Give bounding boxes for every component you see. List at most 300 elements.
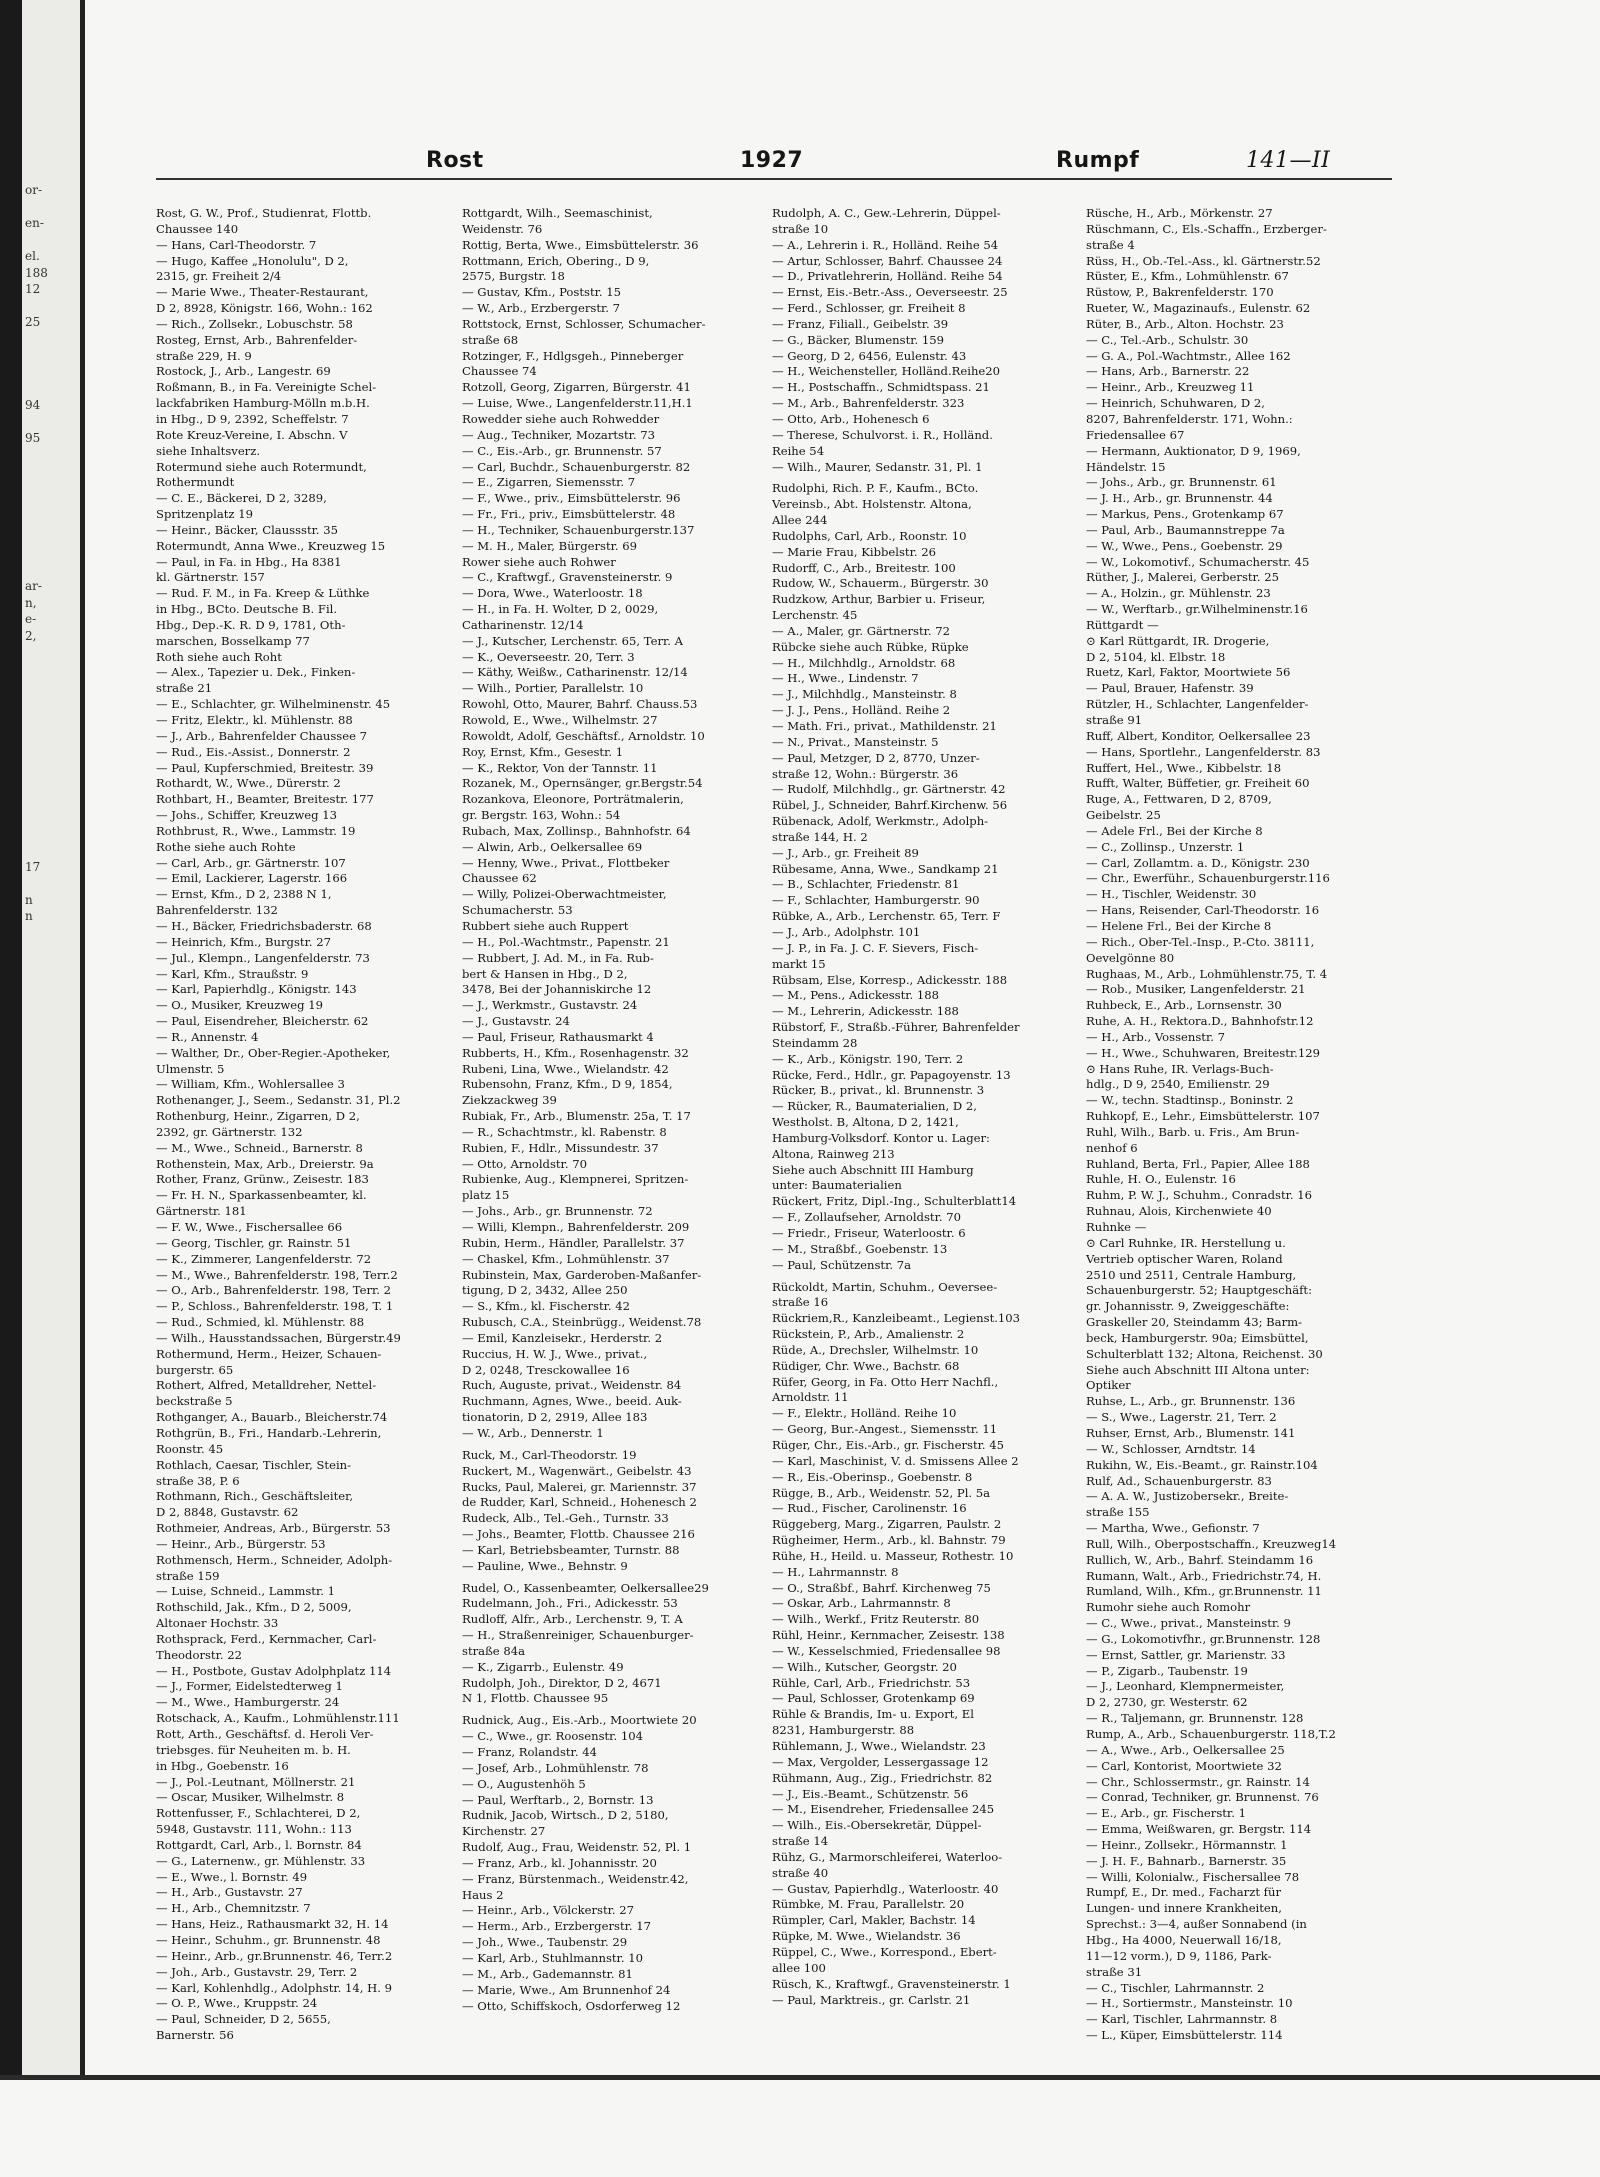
directory-entry-line: marschen, Bosselkamp 77 xyxy=(156,633,310,648)
directory-entry-line: — H., Techniker, Schauenburgerstr.137 xyxy=(462,522,695,537)
directory-entry-line: — Wilh., Portier, Parallelstr. 10 xyxy=(462,681,644,696)
directory-entry-line: Chaussee 74 xyxy=(462,364,537,379)
directory-entry-line: Chaussee 140 xyxy=(156,221,239,236)
directory-entry-line: Bahrenfelderstr. 132 xyxy=(156,903,278,918)
directory-entry-line: — R., Annenstr. 4 xyxy=(156,1029,259,1044)
directory-entry-line: 8207, Bahrenfelderstr. 171, Wohn.: xyxy=(1086,411,1293,426)
directory-entry-line: — F., Elektr., Holländ. Reihe 10 xyxy=(772,1406,957,1421)
directory-entry-line: Friedensallee 67 xyxy=(1086,427,1185,442)
directory-entry-line: — Adele Frl., Bei der Kirche 8 xyxy=(1086,823,1263,838)
directory-entry-line: — Paul, Marktreis., gr. Carlstr. 21 xyxy=(772,1992,971,2007)
directory-entry-line: — Karl, Papierhdlg., Königstr. 143 xyxy=(156,982,357,997)
directory-entry-line: — G. A., Pol.-Wachtmstr., Allee 162 xyxy=(1086,348,1291,363)
directory-entry-line: straße 144, H. 2 xyxy=(772,829,868,844)
directory-entry-line: — J. J., Pens., Holländ. Reihe 2 xyxy=(772,703,951,718)
directory-entry-line: — Joh., Arb., Gustavstr. 29, Terr. 2 xyxy=(156,1964,358,1979)
header-rule xyxy=(156,178,1392,180)
directory-entry-line: Rubienke, Aug., Klempnerei, Spritzen- xyxy=(462,1172,689,1187)
directory-entry-line: Rüter, B., Arb., Alton. Hochstr. 23 xyxy=(1086,316,1284,331)
directory-entry-line: 3478, Bei der Johanniskirche 12 xyxy=(462,982,652,997)
directory-entry-line: Roy, Ernst, Kfm., Gesestr. 1 xyxy=(462,744,624,759)
directory-entry-line: Rothe siehe auch Rohte xyxy=(156,839,296,854)
directory-entry-line: Rügge, B., Arb., Weidenstr. 52, Pl. 5a xyxy=(772,1485,991,1500)
directory-entry-line: — H., Pol.-Wachtmstr., Papenstr. 21 xyxy=(462,934,670,949)
directory-entry-line: — M. H., Maler, Bürgerstr. 69 xyxy=(462,538,638,553)
directory-entry-line: Rower siehe auch Rohwer xyxy=(462,554,616,569)
directory-entry-line: Rudnick, Aug., Eis.-Arb., Moortwiete 20 xyxy=(462,1713,697,1728)
directory-entry-line: Rother, Franz, Grünw., Zeisestr. 183 xyxy=(156,1172,369,1187)
directory-entry-line: Ruhe, A. H., Rektora.D., Bahnhofstr.12 xyxy=(1086,1014,1314,1029)
directory-entry-line: Steindamm 28 xyxy=(772,1035,858,1050)
directory-entry-line: — Hans, Sportlehr., Langenfelderstr. 83 xyxy=(1086,744,1321,759)
directory-entry-line: Rothmensch, Herm., Schneider, Adolph- xyxy=(156,1552,393,1567)
directory-entry-line: ⊙ Karl Rüttgardt, IR. Drogerie, xyxy=(1086,633,1270,648)
directory-entry-line: — Franz, Filiall., Geibelstr. 39 xyxy=(772,316,949,331)
directory-entry-line: — Conrad, Techniker, gr. Brunnenst. 76 xyxy=(1086,1790,1319,1805)
directory-entry-line: Rüde, A., Drechsler, Wilhelmstr. 10 xyxy=(772,1342,979,1357)
directory-entry-line: — W., Arb., Erzbergerstr. 7 xyxy=(462,301,621,316)
directory-entry-line: Rügheimer, Herm., Arb., kl. Bahnstr. 79 xyxy=(772,1533,1006,1548)
directory-entry-line: Rubberts, H., Kfm., Rosenhagenstr. 32 xyxy=(462,1045,689,1060)
directory-entry-line: 8231, Hamburgerstr. 88 xyxy=(772,1723,915,1738)
directory-entry-line: Ruhl, Wilh., Barb. u. Fris., Am Brun- xyxy=(1086,1124,1300,1139)
directory-entry-line: — Hugo, Kaffee „Honolulu", D 2, xyxy=(156,253,349,268)
directory-entry-line: — Heinr., Arb., Kreuzweg 11 xyxy=(1086,380,1255,395)
directory-entry-line: — Heinrich, Schuhwaren, D 2, xyxy=(1086,396,1265,411)
directory-entry-line: Rothermundt xyxy=(156,475,235,490)
column-2 xyxy=(462,206,758,2014)
directory-entry-line: Reihe 54 xyxy=(772,443,825,458)
directory-entry-line: Rubin, Herm., Händler, Parallelstr. 37 xyxy=(462,1235,685,1250)
directory-entry-line: Rughaas, M., Arb., Lohmühlenstr.75, T. 4 xyxy=(1086,966,1328,981)
directory-entry-line: in Hbg., BCto. Deutsche B. Fil. xyxy=(156,602,338,617)
directory-entry-line: Catharinenstr. 12/14 xyxy=(462,617,584,632)
directory-entry-line: — Otto, Arnoldstr. 70 xyxy=(462,1156,587,1171)
directory-entry-line: — Käthy, Weißw., Catharinenstr. 12/14 xyxy=(462,665,688,680)
directory-entry-line: — J., Milchhdlg., Mansteinstr. 8 xyxy=(772,687,957,702)
directory-entry-line: — Paul, Schlosser, Grotenkamp 69 xyxy=(772,1691,975,1706)
directory-entry-line: straße 10 xyxy=(772,221,829,236)
directory-entry-line: — Paul, Eisendreher, Bleicherstr. 62 xyxy=(156,1014,369,1029)
directory-entry-line: Rübcke siehe auch Rübke, Rüpke xyxy=(772,639,969,654)
directory-entry-line: Rothbrust, R., Wwe., Lammstr. 19 xyxy=(156,823,356,838)
directory-entry-line: triebsges. für Neuheiten m. b. H. xyxy=(156,1742,351,1757)
directory-entry-line: — S., Kfm., kl. Fischerstr. 42 xyxy=(462,1299,631,1314)
directory-entry-line: Rowedder siehe auch Rohwedder xyxy=(462,411,660,426)
directory-entry-line: Siehe auch Abschnitt III Altona unter: xyxy=(1086,1362,1310,1377)
directory-entry-line: straße 14 xyxy=(772,1834,829,1849)
directory-entry-line: — M., Wwe., Hamburgerstr. 24 xyxy=(156,1695,340,1710)
directory-entry-line: Rüschmann, C., Els.-Schaffn., Erzberger- xyxy=(1086,221,1327,236)
directory-entry-line: Rüger, Chr., Eis.-Arb., gr. Fischerstr. 45 xyxy=(772,1437,1005,1452)
directory-entry-line: — C., Wwe., gr. Roosenstr. 104 xyxy=(462,1729,643,1744)
directory-entry-line: — Wilh., Hausstandssachen, Bürgerstr.49 xyxy=(156,1330,401,1345)
directory-entry-line: Rübesame, Anna, Wwe., Sandkamp 21 xyxy=(772,861,999,876)
directory-entry-line: — Chaskel, Kfm., Lohmühlenstr. 37 xyxy=(462,1251,670,1266)
directory-entry-line: — K., Oeverseestr. 20, Terr. 3 xyxy=(462,649,635,664)
directory-entry-line: Hbg., Ha 4000, Neuerwall 16/18, xyxy=(1086,1932,1282,1947)
directory-entry-line: — J., Arb., Adolphstr. 101 xyxy=(772,924,921,939)
directory-entry-line: markt 15 xyxy=(772,956,826,971)
directory-entry-line: straße 38, P. 6 xyxy=(156,1473,240,1488)
directory-entry-line: — R., Eis.-Oberinsp., Goebenstr. 8 xyxy=(772,1469,973,1484)
directory-entry-line: — H., Arb., Chemnitzstr. 7 xyxy=(156,1901,311,1916)
directory-entry-line: — Ernst, Sattler, gr. Marienstr. 33 xyxy=(1086,1647,1286,1662)
directory-entry-line: — L., Küper, Eimsbüttelerstr. 114 xyxy=(1086,2028,1283,2043)
directory-entry-line: — R., Schachtmstr., kl. Rabenstr. 8 xyxy=(462,1124,667,1139)
directory-entry-line: Graskeller 20, Steindamm 43; Barm- xyxy=(1086,1315,1303,1330)
directory-entry-line: 11—12 vorm.), D 9, 1186, Park- xyxy=(1086,1948,1272,1963)
directory-entry-line: Roth siehe auch Roht xyxy=(156,649,282,664)
directory-entry-line: Ruccius, H. W. J., Wwe., privat., xyxy=(462,1346,648,1361)
directory-entry-line: — Emma, Weißwaren, gr. Bergstr. 114 xyxy=(1086,1822,1312,1837)
directory-entry-line: — G., Laternenw., gr. Mühlenstr. 33 xyxy=(156,1853,366,1868)
directory-entry-line: — Paul, Brauer, Hafenstr. 39 xyxy=(1086,681,1254,696)
directory-entry-line: — H., Postschaffn., Schmidtspass. 21 xyxy=(772,380,990,395)
directory-entry-line: Rudorff, C., Arb., Breitestr. 100 xyxy=(772,560,956,575)
directory-entry-line: straße 68 xyxy=(462,332,519,347)
directory-entry-line: — E., Zigarren, Siemensstr. 7 xyxy=(462,475,636,490)
directory-entry-line: Rothsprack, Ferd., Kernmacher, Carl- xyxy=(156,1631,377,1646)
directory-entry-line: Rull, Wilh., Oberpostschaffn., Kreuzweg14 xyxy=(1086,1536,1337,1551)
directory-entry-line: — O., Straßbf., Bahrf. Kirchenweg 75 xyxy=(772,1580,991,1595)
directory-entry-line: — Karl, Kohlenhdlg., Adolphstr. 14, H. 9 xyxy=(156,1980,392,1995)
directory-entry-line: — Ferd., Schlosser, gr. Freiheit 8 xyxy=(772,301,966,316)
directory-entry-line: Ruhnke — xyxy=(1086,1220,1147,1234)
directory-entry-line: Rothenburg, Heinr., Zigarren, D 2, xyxy=(156,1109,360,1124)
directory-entry-line: straße 31 xyxy=(1086,1964,1143,1979)
directory-entry-line: — C., Zollinsp., Unzerstr. 1 xyxy=(1086,839,1245,854)
directory-entry-line: Ruhkopf, E., Lehr., Eimsbüttelerstr. 107 xyxy=(1086,1109,1320,1124)
directory-entry-line: — Marie Wwe., Theater-Restaurant, xyxy=(156,285,369,300)
directory-entry-line: Rumpf, E., Dr. med., Facharzt für xyxy=(1086,1885,1281,1900)
directory-entry-line: — Rud. F. M., in Fa. Kreep & Lüthke xyxy=(156,586,370,601)
column-4 xyxy=(1086,206,1382,2044)
directory-entry-line: Rüggeberg, Marg., Zigarren, Paulstr. 2 xyxy=(772,1517,1002,1532)
directory-entry-line: gr. Johannisstr. 9, Zweiggeschäfte: xyxy=(1086,1299,1290,1314)
directory-entry-line: — W., techn. Stadtinsp., Boninstr. 2 xyxy=(1086,1093,1294,1108)
directory-entry-line: Rothenanger, J., Seem., Sedanstr. 31, Pl.2 xyxy=(156,1093,401,1108)
directory-entry-line: — Rud., Fischer, Carolinenstr. 16 xyxy=(772,1501,967,1516)
directory-entry-line: — G., Bäcker, Blumenstr. 159 xyxy=(772,332,945,347)
directory-entry-line: — Wilh., Werkf., Fritz Reuterstr. 80 xyxy=(772,1612,980,1627)
directory-entry-line: — C. E., Bäckerei, D 2, 3289, xyxy=(156,491,327,506)
directory-entry-line: — F. W., Wwe., Fischersallee 66 xyxy=(156,1220,343,1234)
directory-entry-line: — O., Augustenhöh 5 xyxy=(462,1776,586,1791)
directory-entry-line: straße 229, H. 9 xyxy=(156,348,252,363)
directory-entry-line: Rottmann, Erich, Obering., D 9, xyxy=(462,253,650,268)
directory-entry-line: Rubinstein, Max, Garderoben-Maßanfer- xyxy=(462,1267,702,1282)
directory-entry-line: Rüppel, C., Wwe., Korrespond., Ebert- xyxy=(772,1944,997,1959)
directory-entry-line: — Hans, Arb., Barnerstr. 22 xyxy=(1086,364,1250,379)
directory-entry-line: Ruhser, Ernst, Arb., Blumenstr. 141 xyxy=(1086,1425,1296,1440)
directory-entry-line: — Rudolf, Milchhdlg., gr. Gärtnerstr. 42 xyxy=(772,782,1006,797)
directory-entry-line: Rümpler, Carl, Makler, Bachstr. 14 xyxy=(772,1913,976,1928)
directory-entry-line: — Luise, Wwe., Langenfelderstr.11,H.1 xyxy=(462,396,693,411)
directory-entry-line: Ulmenstr. 5 xyxy=(156,1061,225,1076)
directory-entry-line: Optiker xyxy=(1086,1378,1131,1393)
directory-entry-line: — H., Milchhdlg., Arnoldstr. 68 xyxy=(772,655,956,670)
directory-entry-line: kl. Gärtnerstr. 157 xyxy=(156,570,265,585)
directory-entry-line: — Rud., Eis.-Assist., Donnerstr. 2 xyxy=(156,744,351,759)
directory-entry-line: — R., Taljemann, gr. Brunnenstr. 128 xyxy=(1086,1711,1304,1726)
directory-entry-line: — Willy, Polizei-Oberwachtmeister, xyxy=(462,887,667,902)
directory-entry-line: — M., Lehrerin, Adickesstr. 188 xyxy=(772,1004,959,1019)
directory-entry-line: Rotermund siehe auch Rotermundt, xyxy=(156,459,367,474)
directory-entry-line: — Pauline, Wwe., Behnstr. 9 xyxy=(462,1558,628,1573)
directory-entry-line: — Rob., Musiker, Langenfelderstr. 21 xyxy=(1086,982,1306,997)
directory-entry-line: — Luise, Schneid., Lammstr. 1 xyxy=(156,1584,335,1599)
directory-entry-line: D 2, 2730, gr. Westerstr. 62 xyxy=(1086,1695,1248,1710)
directory-entry-line: — J., Pol.-Leutnant, Möllnerstr. 21 xyxy=(156,1774,356,1789)
directory-entry-line: — O. P., Wwe., Kruppstr. 24 xyxy=(156,1996,318,2011)
directory-entry-line: — Otto, Arb., Hohenesch 6 xyxy=(772,411,930,426)
directory-entry-line: — Willi, Kolonialw., Fischersallee 78 xyxy=(1086,1869,1300,1884)
directory-entry-line: Rudolph, Joh., Direktor, D 2, 4671 xyxy=(462,1675,662,1690)
book-spine xyxy=(0,0,22,2080)
directory-entry-line: Ruetz, Karl, Faktor, Moortwiete 56 xyxy=(1086,665,1291,680)
directory-entry-line: — F., Schlachter, Hamburgerstr. 90 xyxy=(772,893,980,908)
directory-entry-line: Rübsam, Else, Korresp., Adickesstr. 188 xyxy=(772,972,1008,987)
directory-entry-line: — F., Zollaufseher, Arnoldstr. 70 xyxy=(772,1210,961,1225)
directory-entry-line: — Johs., Schiffer, Kreuzweg 13 xyxy=(156,808,338,823)
page-number: 141—II xyxy=(1246,148,1331,173)
directory-entry-line: D 2, 5104, kl. Elbstr. 18 xyxy=(1086,649,1226,664)
directory-entry-line: — Karl, Tischler, Lahrmannstr. 8 xyxy=(1086,2012,1278,2027)
directory-entry-line: platz 15 xyxy=(462,1188,510,1203)
directory-entry-line: Rühle & Brandis, Im- u. Export, El xyxy=(772,1707,974,1722)
directory-entry-line: Ruhbeck, E., Arb., Lornsenstr. 30 xyxy=(1086,998,1282,1013)
directory-entry-line: — H., Wwe., Schuhwaren, Breitestr.129 xyxy=(1086,1045,1320,1060)
directory-entry-line: — Jul., Klempn., Langenfelderstr. 73 xyxy=(156,950,370,965)
directory-entry-line: — Josef, Arb., Lohmühlenstr. 78 xyxy=(462,1760,649,1775)
directory-page xyxy=(86,0,1600,2177)
directory-entry-line: — William, Kfm., Wohlersallee 3 xyxy=(156,1077,345,1092)
directory-entry-line: Rump, A., Arb., Schauenburgerstr. 118,T.2 xyxy=(1086,1727,1336,1741)
directory-entry-line: — W., Arb., Dennerstr. 1 xyxy=(462,1425,604,1440)
directory-entry-line: Rueter, W., Magazinaufs., Eulenstr. 62 xyxy=(1086,301,1311,316)
directory-entry-line: — Joh., Wwe., Taubenstr. 29 xyxy=(462,1935,628,1950)
directory-entry-line: — Therese, Schulvorst. i. R., Holländ. xyxy=(772,427,993,442)
directory-entry-line: Rühl, Heinr., Kernmacher, Zeisestr. 138 xyxy=(772,1628,1005,1643)
directory-entry-line: Rothlach, Caesar, Tischler, Stein- xyxy=(156,1457,352,1472)
directory-entry-line: Rumohr siehe auch Romohr xyxy=(1086,1600,1251,1615)
directory-entry-line: — M., Pens., Adickesstr. 188 xyxy=(772,988,940,1003)
directory-entry-line: Ruge, A., Fettwaren, D 2, 8709, xyxy=(1086,792,1272,807)
directory-entry-line: Rühle, Carl, Arb., Friedrichstr. 53 xyxy=(772,1675,971,1690)
directory-entry-line: Rulf, Ad., Schauenburgerstr. 83 xyxy=(1086,1473,1272,1488)
directory-entry-line: — Karl, Maschinist, V. d. Smissens Allee 2 xyxy=(772,1453,1019,1468)
directory-entry-line: — Wilh., Kutscher, Georgstr. 20 xyxy=(772,1659,957,1674)
directory-entry-line: Rothbart, H., Beamter, Breitestr. 177 xyxy=(156,792,374,807)
directory-entry-line: Hbg., Dep.-K. R. D 9, 1781, Oth- xyxy=(156,617,346,632)
directory-entry-line: straße 159 xyxy=(156,1568,220,1583)
directory-entry-line: — E., Arb., gr. Fischerstr. 1 xyxy=(1086,1806,1246,1821)
directory-entry-line: Spritzenplatz 19 xyxy=(156,507,253,522)
directory-entry-line: Rümbke, M. Frau, Parallelstr. 20 xyxy=(772,1897,965,1912)
directory-entry-line: Rücker, B., privat., kl. Brunnenstr. 3 xyxy=(772,1083,985,1098)
directory-entry-line: — Ernst, Kfm., D 2, 2388 N 1, xyxy=(156,887,332,902)
directory-entry-line: beckstraße 5 xyxy=(156,1394,233,1409)
directory-entry-line: Rowoldt, Adolf, Geschäftsf., Arnoldstr. 10 xyxy=(462,728,705,743)
directory-entry-line: — Alex., Tapezier u. Dek., Finken- xyxy=(156,665,356,680)
directory-entry-line: 2575, Burgstr. 18 xyxy=(462,269,565,284)
directory-entry-line: Rottenfusser, F., Schlachterei, D 2, xyxy=(156,1806,361,1821)
directory-entry-line: — D., Privatlehrerin, Holländ. Reihe 54 xyxy=(772,269,1003,284)
directory-entry-line: burgerstr. 65 xyxy=(156,1362,234,1377)
directory-entry-line: Rühz, G., Marmorschleiferei, Waterloo- xyxy=(772,1849,1003,1864)
directory-entry-line: nenhof 6 xyxy=(1086,1140,1138,1155)
directory-entry-line: — H., in Fa. H. Wolter, D 2, 0029, xyxy=(462,602,659,617)
previous-page-edge xyxy=(22,0,85,2080)
directory-entry-line: — Marie, Wwe., Am Brunnenhof 24 xyxy=(462,1982,671,1997)
directory-entry-line: — M., Arb., Bahrenfelderstr. 323 xyxy=(772,396,965,411)
directory-entry-line: Vertrieb optischer Waren, Roland xyxy=(1086,1251,1283,1266)
directory-entry-line: Kirchenstr. 27 xyxy=(462,1824,546,1839)
directory-entry-line: D 2, 8848, Gustavstr. 62 xyxy=(156,1505,299,1520)
directory-entry-line: — Oskar, Arb., Lahrmannstr. 8 xyxy=(772,1596,951,1611)
directory-entry-line: — K., Zimmerer, Langenfelderstr. 72 xyxy=(156,1251,372,1266)
directory-entry-line: 2392, gr. Gärtnerstr. 132 xyxy=(156,1124,303,1139)
directory-entry-line: — Helene Frl., Bei der Kirche 8 xyxy=(1086,918,1272,933)
directory-entry-line: — M., Straßbf., Goebenstr. 13 xyxy=(772,1241,948,1256)
header-first-entry: Rost xyxy=(426,148,484,173)
directory-entry-line: Hamburg-Volksdorf. Kontor u. Lager: xyxy=(772,1130,990,1145)
directory-entry-line: D 2, 0248, Tresckowallee 16 xyxy=(462,1362,630,1377)
directory-entry-line: Ruchmann, Agnes, Wwe., beeid. Auk- xyxy=(462,1394,682,1409)
directory-entry-line: — E., Wwe., l. Bornstr. 49 xyxy=(156,1869,308,1884)
directory-entry-line: Rudelmann, Joh., Fri., Adickesstr. 53 xyxy=(462,1596,678,1611)
directory-entry-line: — Chr., Schlossermstr., gr. Rainstr. 14 xyxy=(1086,1774,1310,1789)
directory-entry-line: Allee 244 xyxy=(772,513,828,528)
directory-entry-line: Rotermundt, Anna Wwe., Kreuzweg 15 xyxy=(156,538,386,553)
directory-entry-line: Rudeck, Alb., Tel.-Geh., Turnstr. 33 xyxy=(462,1511,669,1526)
directory-entry-line: — Max, Vergolder, Lessergassage 12 xyxy=(772,1754,989,1769)
directory-entry-line: — Alwin, Arb., Oelkersallee 69 xyxy=(462,839,643,854)
directory-entry-line: — W., Lokomotivf., Schumacherstr. 45 xyxy=(1086,554,1310,569)
directory-entry-line: — Karl, Arb., Stuhlmannstr. 10 xyxy=(462,1950,643,1965)
directory-entry-line: — M., Wwe., Bahrenfelderstr. 198, Terr.2 xyxy=(156,1267,398,1282)
directory-entry-line: Rotzinger, F., Hdlgsgeh., Pinneberger xyxy=(462,348,684,363)
directory-entry-line: Weidenstr. 76 xyxy=(462,221,543,236)
directory-entry-line: — O., Musiker, Kreuzweg 19 xyxy=(156,998,323,1013)
directory-entry-line: — Johs., Arb., gr. Brunnenstr. 72 xyxy=(462,1204,653,1219)
directory-entry-line: Rüfer, Georg, in Fa. Otto Herr Nachfl., xyxy=(772,1374,999,1389)
directory-entry-line: — Paul, in Fa. in Hbg., Ha 8381 xyxy=(156,554,342,569)
directory-entry-line: — H., Postbote, Gustav Adolphplatz 114 xyxy=(156,1663,392,1678)
directory-entry-line: — A., Lehrerin i. R., Holländ. Reihe 54 xyxy=(772,237,999,252)
directory-entry-line: — H., Bäcker, Friedrichsbaderstr. 68 xyxy=(156,918,372,933)
directory-entry-line: — Heinr., Bäcker, Claussstr. 35 xyxy=(156,522,339,537)
directory-entry-line: — Heinr., Zollsekr., Hörmannstr. 1 xyxy=(1086,1837,1288,1852)
directory-entry-line: Rottstock, Ernst, Schlosser, Schumacher- xyxy=(462,316,706,331)
directory-entry-line: Rubien, F., Hdlr., Missundestr. 37 xyxy=(462,1140,659,1155)
directory-entry-line: — N., Privat., Mansteinstr. 5 xyxy=(772,734,939,749)
directory-entry-line: — Paul, Arb., Baumannstreppe 7a xyxy=(1086,522,1285,537)
directory-entry-line: Ruhm, P. W. J., Schuhm., Conradstr. 16 xyxy=(1086,1188,1312,1203)
directory-entry-line: Ziekzackweg 39 xyxy=(462,1093,557,1108)
directory-entry-line: Rott, Arth., Geschäftsf. d. Heroli Ver- xyxy=(156,1727,374,1741)
directory-entry-line: Rübke, A., Arb., Lerchenstr. 65, Terr. F xyxy=(772,909,1001,924)
directory-entry-line: Sprechst.: 3—4, außer Sonnabend (in xyxy=(1086,1917,1307,1932)
directory-entry-line: — Rud., Schmied, kl. Mühlenstr. 88 xyxy=(156,1315,365,1330)
directory-entry-line: — J., Former, Eidelstedterweg 1 xyxy=(156,1679,343,1694)
directory-entry-line: Siehe auch Abschnitt III Hamburg xyxy=(772,1162,974,1177)
directory-entry-line: N 1, Flottb. Chaussee 95 xyxy=(462,1691,609,1706)
directory-entry-line: Rüdiger, Chr. Wwe., Bachstr. 68 xyxy=(772,1358,960,1373)
directory-entry-line: Rothgrün, B., Fri., Handarb.-Lehrerin, xyxy=(156,1425,382,1440)
directory-entry-line: — C., Wwe., privat., Mansteinstr. 9 xyxy=(1086,1616,1291,1631)
directory-entry-line: — Aug., Techniker, Mozartstr. 73 xyxy=(462,427,656,442)
directory-entry-line: — H., Lahrmannstr. 8 xyxy=(772,1564,899,1579)
directory-entry-line: Rowold, E., Wwe., Wilhelmstr. 27 xyxy=(462,713,658,727)
directory-entry-line: Rübenack, Adolf, Werkmstr., Adolph- xyxy=(772,814,989,829)
directory-entry-line: — Rich., Zollsekr., Lobuschstr. 58 xyxy=(156,316,353,331)
directory-entry-line: — Marie Frau, Kibbelstr. 26 xyxy=(772,544,936,559)
directory-entry-line: Rudel, O., Kassenbeamter, Oelkersallee29 xyxy=(462,1580,709,1595)
directory-entry-line: tionatorin, D 2, 2919, Allee 183 xyxy=(462,1410,648,1425)
directory-entry-line: Rudow, W., Schauerm., Bürgerstr. 30 xyxy=(772,576,989,591)
directory-entry-line: Händelstr. 15 xyxy=(1086,459,1166,474)
directory-entry-line: — W., Kesselschmied, Friedensallee 98 xyxy=(772,1643,1001,1658)
directory-entry-line: — Carl, Buchdr., Schauenburgerstr. 82 xyxy=(462,459,691,474)
directory-entry-line: — Franz, Bürstenmach., Weidenstr.42, xyxy=(462,1871,689,1886)
directory-entry-line: — S., Wwe., Lagerstr. 21, Terr. 2 xyxy=(1086,1410,1277,1425)
directory-entry-line: — Hans, Carl-Theodorstr. 7 xyxy=(156,237,317,252)
directory-entry-line: Rüpke, M. Wwe., Wielandstr. 36 xyxy=(772,1929,961,1944)
directory-entry-line: Rotzoll, Georg, Zigarren, Bürgerstr. 41 xyxy=(462,380,691,395)
directory-entry-line: Roßmann, B., in Fa. Vereinigte Schel- xyxy=(156,380,377,395)
directory-entry-line: Rosteg, Ernst, Arb., Bahrenfelder- xyxy=(156,332,358,347)
directory-entry-line: straße 155 xyxy=(1086,1505,1150,1520)
directory-entry-line: — H., Sortiermstr., Mansteinstr. 10 xyxy=(1086,1996,1293,2011)
directory-entry-line: Schauenburgerstr. 52; Hauptgeschäft: xyxy=(1086,1283,1312,1298)
directory-entry-line: Rubusch, C.A., Steinbrügg., Weidenst.78 xyxy=(462,1315,702,1330)
directory-entry-line: — H., Tischler, Weidenstr. 30 xyxy=(1086,887,1257,902)
directory-entry-line: — J., Gustavstr. 24 xyxy=(462,1014,570,1029)
directory-entry-line: — Otto, Schiffskoch, Osdorferweg 12 xyxy=(462,1998,681,2013)
directory-entry-line: — C., Eis.-Arb., gr. Brunnenstr. 57 xyxy=(462,443,662,458)
directory-entry-line: — J., Arb., gr. Freiheit 89 xyxy=(772,845,919,860)
directory-entry-line: Rühlemann, J., Wwe., Wielandstr. 23 xyxy=(772,1739,986,1753)
directory-entry-line: — C., Tel.-Arb., Schulstr. 30 xyxy=(1086,332,1249,347)
directory-entry-line: Gärtnerstr. 181 xyxy=(156,1204,247,1219)
directory-entry-line: — Hermann, Auktionator, D 9, 1969, xyxy=(1086,443,1301,458)
directory-entry-line: — Paul, Schützenstr. 7a xyxy=(772,1257,912,1272)
directory-entry-line: Rozankova, Eleonore, Porträtmalerin, xyxy=(462,792,684,807)
directory-entry-line: — Johs., Beamter, Flottb. Chaussee 216 xyxy=(462,1527,695,1542)
directory-entry-line: Rüster, E., Kfm., Lohmühlenstr. 67 xyxy=(1086,269,1289,284)
directory-entry-line: Rückriem,R., Kanzleibeamt., Legienst.103 xyxy=(772,1311,1021,1326)
directory-entry-line: — W., Schlosser, Arndtstr. 14 xyxy=(1086,1441,1256,1456)
directory-entry-line: Rotschack, A., Kaufm., Lohmühlenstr.111 xyxy=(156,1711,400,1726)
directory-entry-line: Barnerstr. 56 xyxy=(156,2028,234,2043)
directory-entry-line: — Emil, Lackierer, Lagerstr. 166 xyxy=(156,871,348,886)
directory-entry-line: — J., Arb., Bahrenfelder Chaussee 7 xyxy=(156,728,368,743)
directory-entry-line: — Wilh., Maurer, Sedanstr. 31, Pl. 1 xyxy=(772,459,983,474)
directory-entry-line: Rüsch, K., Kraftwgf., Gravensteinerstr. 1 xyxy=(772,1976,1011,1991)
directory-entry-line: Rottgardt, Carl, Arb., l. Bornstr. 84 xyxy=(156,1837,362,1852)
directory-entry-line: Rostock, J., Arb., Langestr. 69 xyxy=(156,364,331,379)
directory-entry-line: de Rudder, Karl, Schneid., Hohenesch 2 xyxy=(462,1495,697,1510)
directory-entry-line: — Franz, Arb., kl. Johannisstr. 20 xyxy=(462,1855,657,1870)
directory-entry-line: Chaussee 62 xyxy=(462,871,537,886)
directory-entry-line: — F., Wwe., priv., Eimsbüttelerstr. 96 xyxy=(462,491,681,506)
directory-entry-line: Rucks, Paul, Malerei, gr. Mariennstr. 37 xyxy=(462,1479,697,1494)
directory-entry-line: Rumland, Wilh., Kfm., gr.Brunnenstr. 11 xyxy=(1086,1584,1322,1599)
directory-entry-line: straße 84a xyxy=(462,1643,526,1658)
directory-entry-line: — Johs., Arb., gr. Brunnenstr. 61 xyxy=(1086,475,1277,490)
